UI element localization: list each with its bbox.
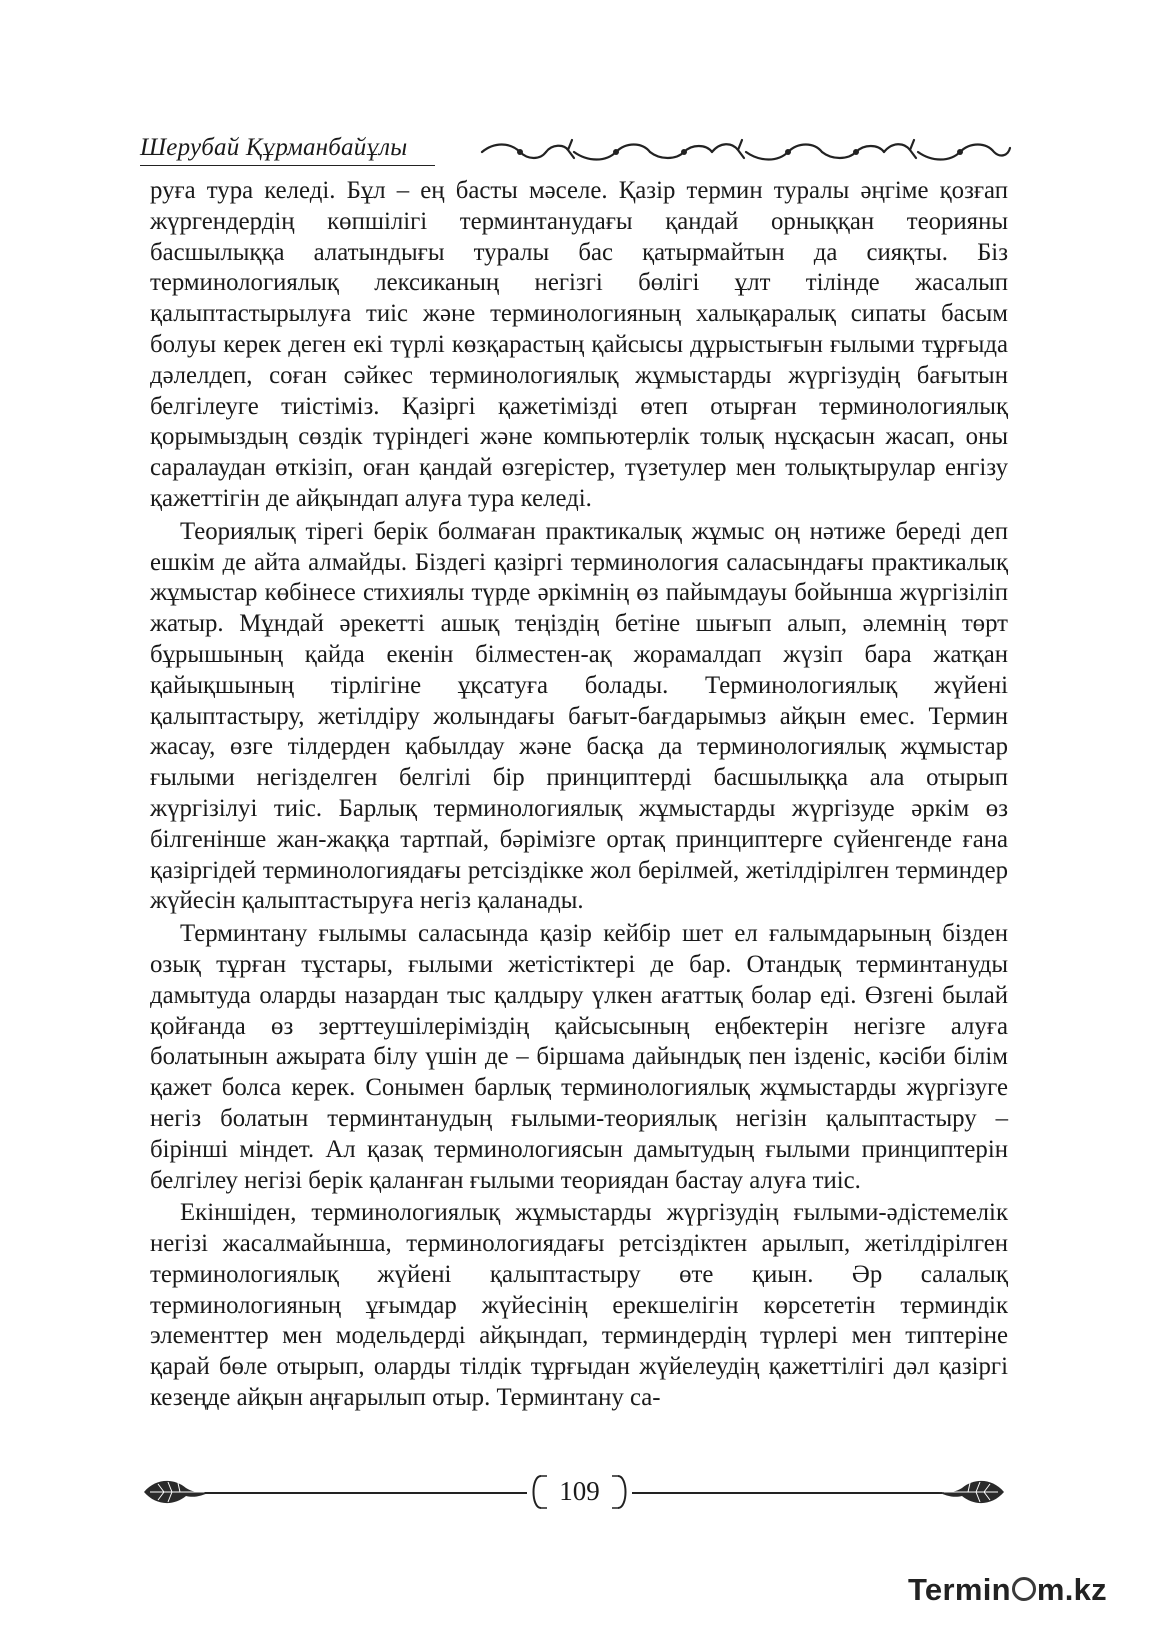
leaf-ornament-icon (140, 1474, 212, 1510)
paragraph: руға тура келеді. Бұл – ең басты мәселе. Қазір термин туралы әңгіме қозғап жүргендердің көпшілігі терминтанудағы қандай орныққан теорияны басшылыққа алатындығы туралы бас қатырмайтын да сияқты. Біз терминологиялық лексиканың негізгі бөлігі ұлт тілінде жасалып қалыптастырылуға тиіс және терминологияның халықаралық сипаты басым болуы керек деген екі түрлі көзқарастың қайсысы дұрыстығын ғылыми тұрғыда дәлелдеп, соған сәйкес терминологиялық жұмыстарды жүргізудің бағытын белгілеуге тиістіміз. Қазіргі қажетімізді өтеп отырған терминологиялық қорымыздың сөздік түріндегі және компьютерлік толық нұсқасын жасап, оны саралаудан өткізіп, оған қандай өзгерістер, түзетулер мен толықтырулар енгізу қажеттігін де айқындап алуға тура келеді. (150, 177, 1008, 512)
scroll-ornament-icon (480, 132, 1012, 166)
header-rule (140, 165, 435, 166)
leaf-ornament-icon (936, 1474, 1008, 1510)
page-number-text: 109 (559, 1476, 600, 1506)
paragraph: Терминтану ғылымы саласында қазір кейбір шет ел ғалымдарының бізден озық тұрған тұстары, ғылыми жетістіктері де бар. Отандық терминтануды дамытуда оларды назардан тыс қалдыру үлкен ағаттық болар еді. Өзгені былай қойғанда өз зерттеушілеріміздің қайсысының еңбектерін негізге алуға болатынын ажырата білу үшін де – біршама дайындық пен ізденіс, кәсіби білім қажет болса керек. Сонымен барлық терминологиялық жұмыстарды жүргізуге негіз болатын терминтанудың ғылыми-теориялық негізін қалыптастыру – бірінші міндет. Ал қазақ терминологиясын дамытудың ғылыми принциптерін белгілеу негізі берік қаланған ғылыми теориядан бастау алуға тиіс. (150, 920, 1008, 1194)
watermark-text-start: Termin (908, 1572, 1011, 1607)
page-number (527, 1472, 632, 1510)
watermark-text-end: m.kz (1036, 1572, 1107, 1607)
watermark-o-icon (1012, 1577, 1036, 1601)
paragraph: Екіншіден, терминологиялық жұмыстарды жүргізудің ғылыми-әдістемелік негізі жасалмайынша, терминологиядағы ретсіздіктен арылып, жетілдірілген терминологиялық жүйені қалыптастыру өте қиын. Әр салалық терминологияның ұғымдар жүйесінің ерекшелігін көрсететін терминдік элементтер мен модельдерді айқындап, терминдердің түрлері мен типтеріне қарай бөле отырып, оларды тілдік тұрғыдан жүйелеудің қажеттілігі дәл қазіргі кезеңде айқын аңғарылып отыр. Терминтану са- (150, 1199, 1008, 1412)
site-watermark (908, 1572, 1118, 1616)
page-number-frame (527, 1472, 632, 1512)
running-header-author: Шерубай Құрманбайұлы (140, 134, 408, 161)
footer-rule-left (205, 1492, 527, 1494)
page-body (150, 176, 1008, 1414)
page-footer (140, 1470, 1008, 1514)
running-header (140, 128, 1010, 170)
footer-rule-right (632, 1492, 942, 1494)
paragraph: Теориялық тірегі берік болмаған практикалық жұмыс оң нәтиже береді деп ешкім де айта алмайды. Біздегі қазіргі терминология саласындағы практикалық жұмыстар көбінесе стихиялы түрде әркімнің өз пайымдауы бойынша жүргізіліп жатыр. Мұндай әрекетті ашық теңіздің бетіне шығып алып, әлемнің төрт бұрышының қайда екенін білместен-ақ жорамалдап жүзіп бара жатқан қайықшының тірлігіне ұқсатуға болады. Терминологиялық жүйені қалыптастыру, жетілдіру жолындағы бағыт-бағдарымыз айқын емес. Термин жасау, өзге тілдерден қабылдау және басқа да терминологиялық жұмыстар ғылыми негізделген белгілі бір принциптерді басшылыққа ала отырып жүргізілуі тиіс. Барлық терминологиялық жұмыстарды жүргізуде әркім өз білгенінше жан-жаққа тартпай, бәрімізге ортақ принциптерге сүйенгенде ғана қазіргідей терминологиядағы ретсіздікке жол берілмей, жетілдірілген терминдер жүйесін қалыптастыруға негіз қаланады. (150, 517, 1008, 915)
